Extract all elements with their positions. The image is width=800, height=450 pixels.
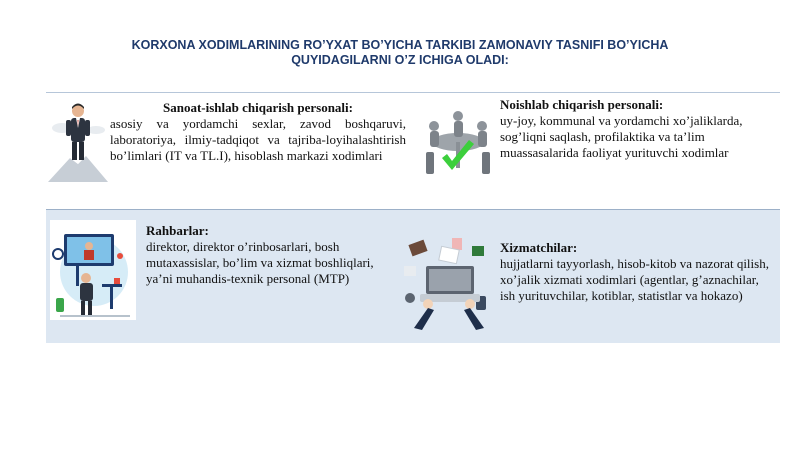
section-non-industrial-personnel bbox=[500, 97, 772, 161]
section-text: direktor, direktor o’rinbosarlari, bosh mutaxassislar, bo’lim va xizmat boshliqlari, ya’ni muhandis-texnik personal (MTP) bbox=[146, 239, 374, 286]
section-heading: Noishlab chiqarish personali: bbox=[500, 97, 664, 112]
section-industrial-personnel bbox=[110, 100, 406, 164]
page-title bbox=[40, 38, 760, 68]
section-text: hujjatlarni tayyorlash, hisob-kitob va nazorat qilish, xo’jalik xizmati xodimlari (agentlar, g’aznachilar, ish yurituvchilar, kotiblar, statistlar va hokazo) bbox=[500, 256, 769, 303]
section-text: asosiy va yordamchi sexlar, zavod boshqaruvi, laboratoriya, ilmiy-tadqiqot va tajriba-loyihalashtirish bo’limlari (IT va TL.I), hisoblash markazi xodimlari bbox=[110, 116, 406, 163]
team-meeting-checkmark-icon bbox=[420, 102, 496, 184]
section-managers bbox=[146, 223, 386, 287]
section-heading: Xizmatchilar: bbox=[500, 240, 578, 255]
manager-at-screen-icon bbox=[50, 220, 136, 320]
section-office-employees bbox=[500, 240, 776, 304]
section-heading: Rahbarlar: bbox=[146, 223, 209, 238]
title-line-2: QUYIDAGILARNI O’Z ICHIGA OLADI: bbox=[291, 53, 509, 67]
laptop-desk-icon bbox=[400, 236, 496, 332]
title-line-1: KORXONA XODIMLARINING RO’YXAT BO’YICHA TARKIBI ZAMONAVIY TASNIFI BO’YICHA bbox=[131, 38, 669, 52]
businessman-icon bbox=[46, 100, 110, 184]
section-heading: Sanoat-ishlab chiqarish personali: bbox=[163, 100, 353, 115]
section-text: uy-joy, kommunal va yordamchi xo’jaliklarda, sog’liqni saqlash, profilaktika va ta’lim muassasalarida faoliyat yurituvchi xodimlar bbox=[500, 113, 743, 160]
